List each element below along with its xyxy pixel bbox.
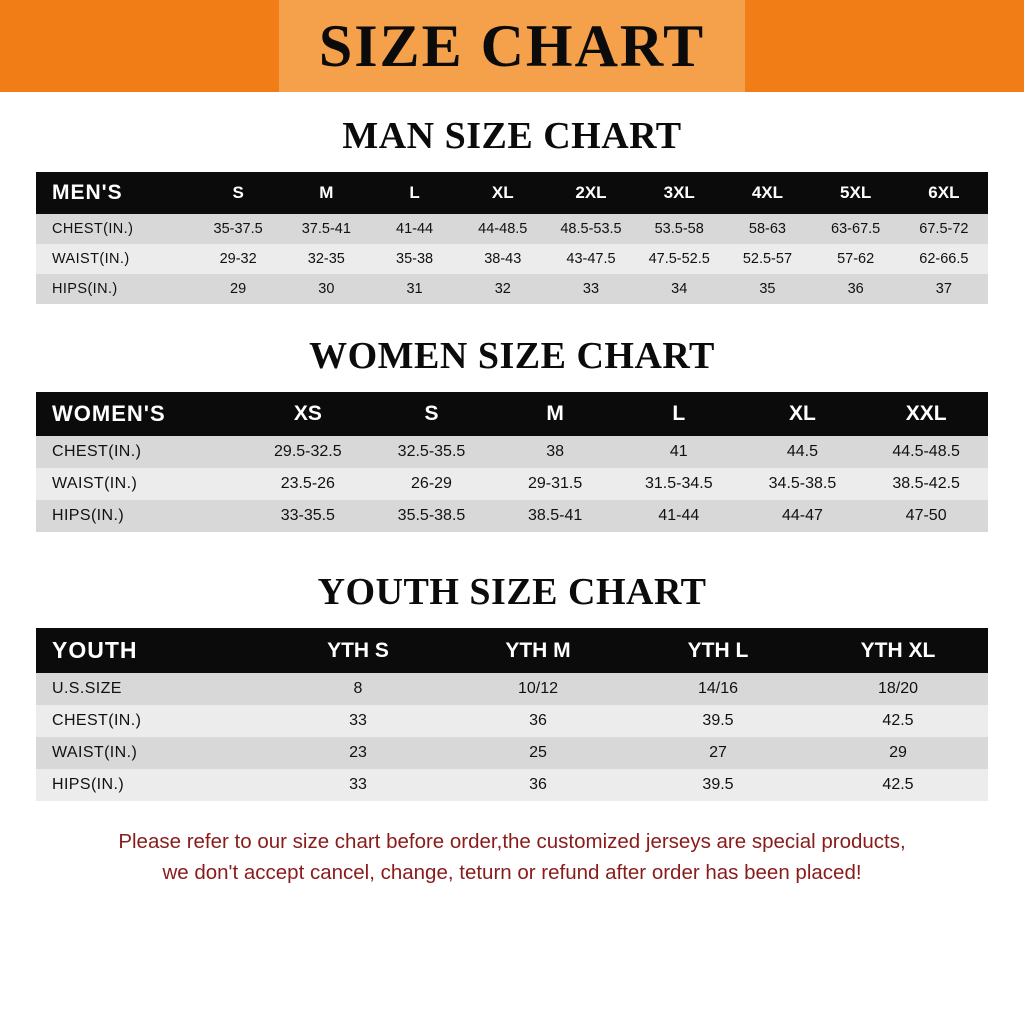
table-cell: 42.5 bbox=[808, 769, 988, 801]
man-header-cell: S bbox=[194, 172, 282, 214]
table-cell: 29.5-32.5 bbox=[246, 436, 370, 468]
women-header-cell: XXL bbox=[864, 392, 988, 436]
page-title: SIZE CHART bbox=[318, 13, 706, 79]
row-label: WAIST(IN.) bbox=[36, 244, 194, 274]
table-cell: 36 bbox=[448, 769, 628, 801]
table-cell: 35-37.5 bbox=[194, 214, 282, 244]
table-header-row bbox=[36, 392, 988, 436]
table-cell: 10/12 bbox=[448, 673, 628, 705]
youth-header-cell: YTH M bbox=[448, 628, 628, 673]
table-cell: 39.5 bbox=[628, 705, 808, 737]
youth-table-wrapper bbox=[36, 628, 988, 801]
table-cell: 35-38 bbox=[370, 244, 458, 274]
table-cell: 34.5-38.5 bbox=[741, 468, 865, 500]
table-cell: 23 bbox=[268, 737, 448, 769]
table-row bbox=[36, 737, 988, 769]
row-label: CHEST(IN.) bbox=[36, 436, 246, 468]
table-row bbox=[36, 673, 988, 705]
table-cell: 23.5-26 bbox=[246, 468, 370, 500]
table-cell: 14/16 bbox=[628, 673, 808, 705]
table-cell: 8 bbox=[268, 673, 448, 705]
table-cell: 35 bbox=[723, 274, 811, 304]
table-row bbox=[36, 705, 988, 737]
table-row bbox=[36, 769, 988, 801]
table-cell: 42.5 bbox=[808, 705, 988, 737]
man-header-cell: L bbox=[370, 172, 458, 214]
table-cell: 58-63 bbox=[723, 214, 811, 244]
table-cell: 18/20 bbox=[808, 673, 988, 705]
table-cell: 63-67.5 bbox=[812, 214, 900, 244]
table-cell: 47.5-52.5 bbox=[635, 244, 723, 274]
youth-header-cell: YTH XL bbox=[808, 628, 988, 673]
table-cell: 67.5-72 bbox=[900, 214, 988, 244]
youth-section-title: YOUTH SIZE CHART bbox=[317, 571, 707, 613]
row-label: CHEST(IN.) bbox=[36, 214, 194, 244]
table-cell: 33 bbox=[268, 705, 448, 737]
table-cell: 38.5-42.5 bbox=[864, 468, 988, 500]
women-header-cell: L bbox=[617, 392, 741, 436]
table-cell: 30 bbox=[282, 274, 370, 304]
table-cell: 44-47 bbox=[741, 500, 865, 532]
table-cell: 35.5-38.5 bbox=[370, 500, 494, 532]
women-table-body bbox=[36, 436, 988, 532]
man-header-label: MEN'S bbox=[36, 172, 194, 214]
table-cell: 29 bbox=[808, 737, 988, 769]
table-cell: 44-48.5 bbox=[459, 214, 547, 244]
youth-header-cell: YTH S bbox=[268, 628, 448, 673]
table-cell: 38-43 bbox=[459, 244, 547, 274]
table-cell: 31 bbox=[370, 274, 458, 304]
table-cell: 41-44 bbox=[617, 500, 741, 532]
table-cell: 39.5 bbox=[628, 769, 808, 801]
row-label: WAIST(IN.) bbox=[36, 737, 268, 769]
table-cell: 52.5-57 bbox=[723, 244, 811, 274]
table-cell: 32.5-35.5 bbox=[370, 436, 494, 468]
table-cell: 33-35.5 bbox=[246, 500, 370, 532]
youth-header-label: YOUTH bbox=[36, 628, 268, 673]
row-label: HIPS(IN.) bbox=[36, 769, 268, 801]
table-row bbox=[36, 244, 988, 274]
table-header-row bbox=[36, 628, 988, 673]
table-cell: 41-44 bbox=[370, 214, 458, 244]
table-cell: 33 bbox=[268, 769, 448, 801]
table-cell: 36 bbox=[448, 705, 628, 737]
man-table-body bbox=[36, 214, 988, 304]
youth-table-head bbox=[36, 628, 988, 673]
women-table-head bbox=[36, 392, 988, 436]
man-header-cell: 3XL bbox=[635, 172, 723, 214]
table-row bbox=[36, 436, 988, 468]
table-cell: 29-32 bbox=[194, 244, 282, 274]
man-section-title: MAN SIZE CHART bbox=[342, 115, 682, 157]
man-header-cell: 4XL bbox=[723, 172, 811, 214]
table-cell: 32-35 bbox=[282, 244, 370, 274]
table-cell: 44.5-48.5 bbox=[864, 436, 988, 468]
women-section-title: WOMEN SIZE CHART bbox=[309, 335, 715, 377]
man-table-wrapper bbox=[36, 172, 988, 304]
women-header-cell: XL bbox=[741, 392, 865, 436]
table-cell: 44.5 bbox=[741, 436, 865, 468]
table-cell: 62-66.5 bbox=[900, 244, 988, 274]
table-cell: 34 bbox=[635, 274, 723, 304]
table-row bbox=[36, 500, 988, 532]
table-cell: 48.5-53.5 bbox=[547, 214, 635, 244]
table-row bbox=[36, 214, 988, 244]
man-header-cell: 6XL bbox=[900, 172, 988, 214]
man-header-cell: 5XL bbox=[812, 172, 900, 214]
table-cell: 47-50 bbox=[864, 500, 988, 532]
table-cell: 32 bbox=[459, 274, 547, 304]
table-cell: 57-62 bbox=[812, 244, 900, 274]
row-label: U.S.SIZE bbox=[36, 673, 268, 705]
table-cell: 25 bbox=[448, 737, 628, 769]
footer-note-line-1: Please refer to our size chart before order,the customized jerseys are special products, bbox=[118, 830, 906, 853]
table-row bbox=[36, 468, 988, 500]
page-banner bbox=[0, 0, 1024, 92]
table-cell: 29 bbox=[194, 274, 282, 304]
women-header-cell: M bbox=[493, 392, 617, 436]
footer-note-line-2: we don't accept cancel, change, teturn or refund after order has been placed! bbox=[162, 860, 862, 884]
table-cell: 29-31.5 bbox=[493, 468, 617, 500]
man-header-cell: M bbox=[282, 172, 370, 214]
table-cell: 43-47.5 bbox=[547, 244, 635, 274]
man-table-head bbox=[36, 172, 988, 214]
women-size-table bbox=[36, 392, 988, 532]
table-cell: 38 bbox=[493, 436, 617, 468]
table-cell: 27 bbox=[628, 737, 808, 769]
table-cell: 36 bbox=[812, 274, 900, 304]
table-cell: 53.5-58 bbox=[635, 214, 723, 244]
youth-size-table bbox=[36, 628, 988, 801]
man-header-cell: 2XL bbox=[547, 172, 635, 214]
women-table-wrapper bbox=[36, 392, 988, 532]
table-cell: 37 bbox=[900, 274, 988, 304]
row-label: HIPS(IN.) bbox=[36, 274, 194, 304]
women-header-label: WOMEN'S bbox=[36, 392, 246, 436]
table-cell: 37.5-41 bbox=[282, 214, 370, 244]
table-cell: 33 bbox=[547, 274, 635, 304]
table-row bbox=[36, 274, 988, 304]
man-header-cell: XL bbox=[459, 172, 547, 214]
row-label: CHEST(IN.) bbox=[36, 705, 268, 737]
man-size-table bbox=[36, 172, 988, 304]
row-label: WAIST(IN.) bbox=[36, 468, 246, 500]
youth-table-body bbox=[36, 673, 988, 801]
women-header-cell: S bbox=[370, 392, 494, 436]
row-label: HIPS(IN.) bbox=[36, 500, 246, 532]
table-cell: 26-29 bbox=[370, 468, 494, 500]
youth-header-cell: YTH L bbox=[628, 628, 808, 673]
table-header-row bbox=[36, 172, 988, 214]
table-cell: 38.5-41 bbox=[493, 500, 617, 532]
table-cell: 41 bbox=[617, 436, 741, 468]
banner-inner bbox=[0, 0, 1024, 92]
table-cell: 31.5-34.5 bbox=[617, 468, 741, 500]
footer-note bbox=[32, 827, 992, 889]
women-header-cell: XS bbox=[246, 392, 370, 436]
